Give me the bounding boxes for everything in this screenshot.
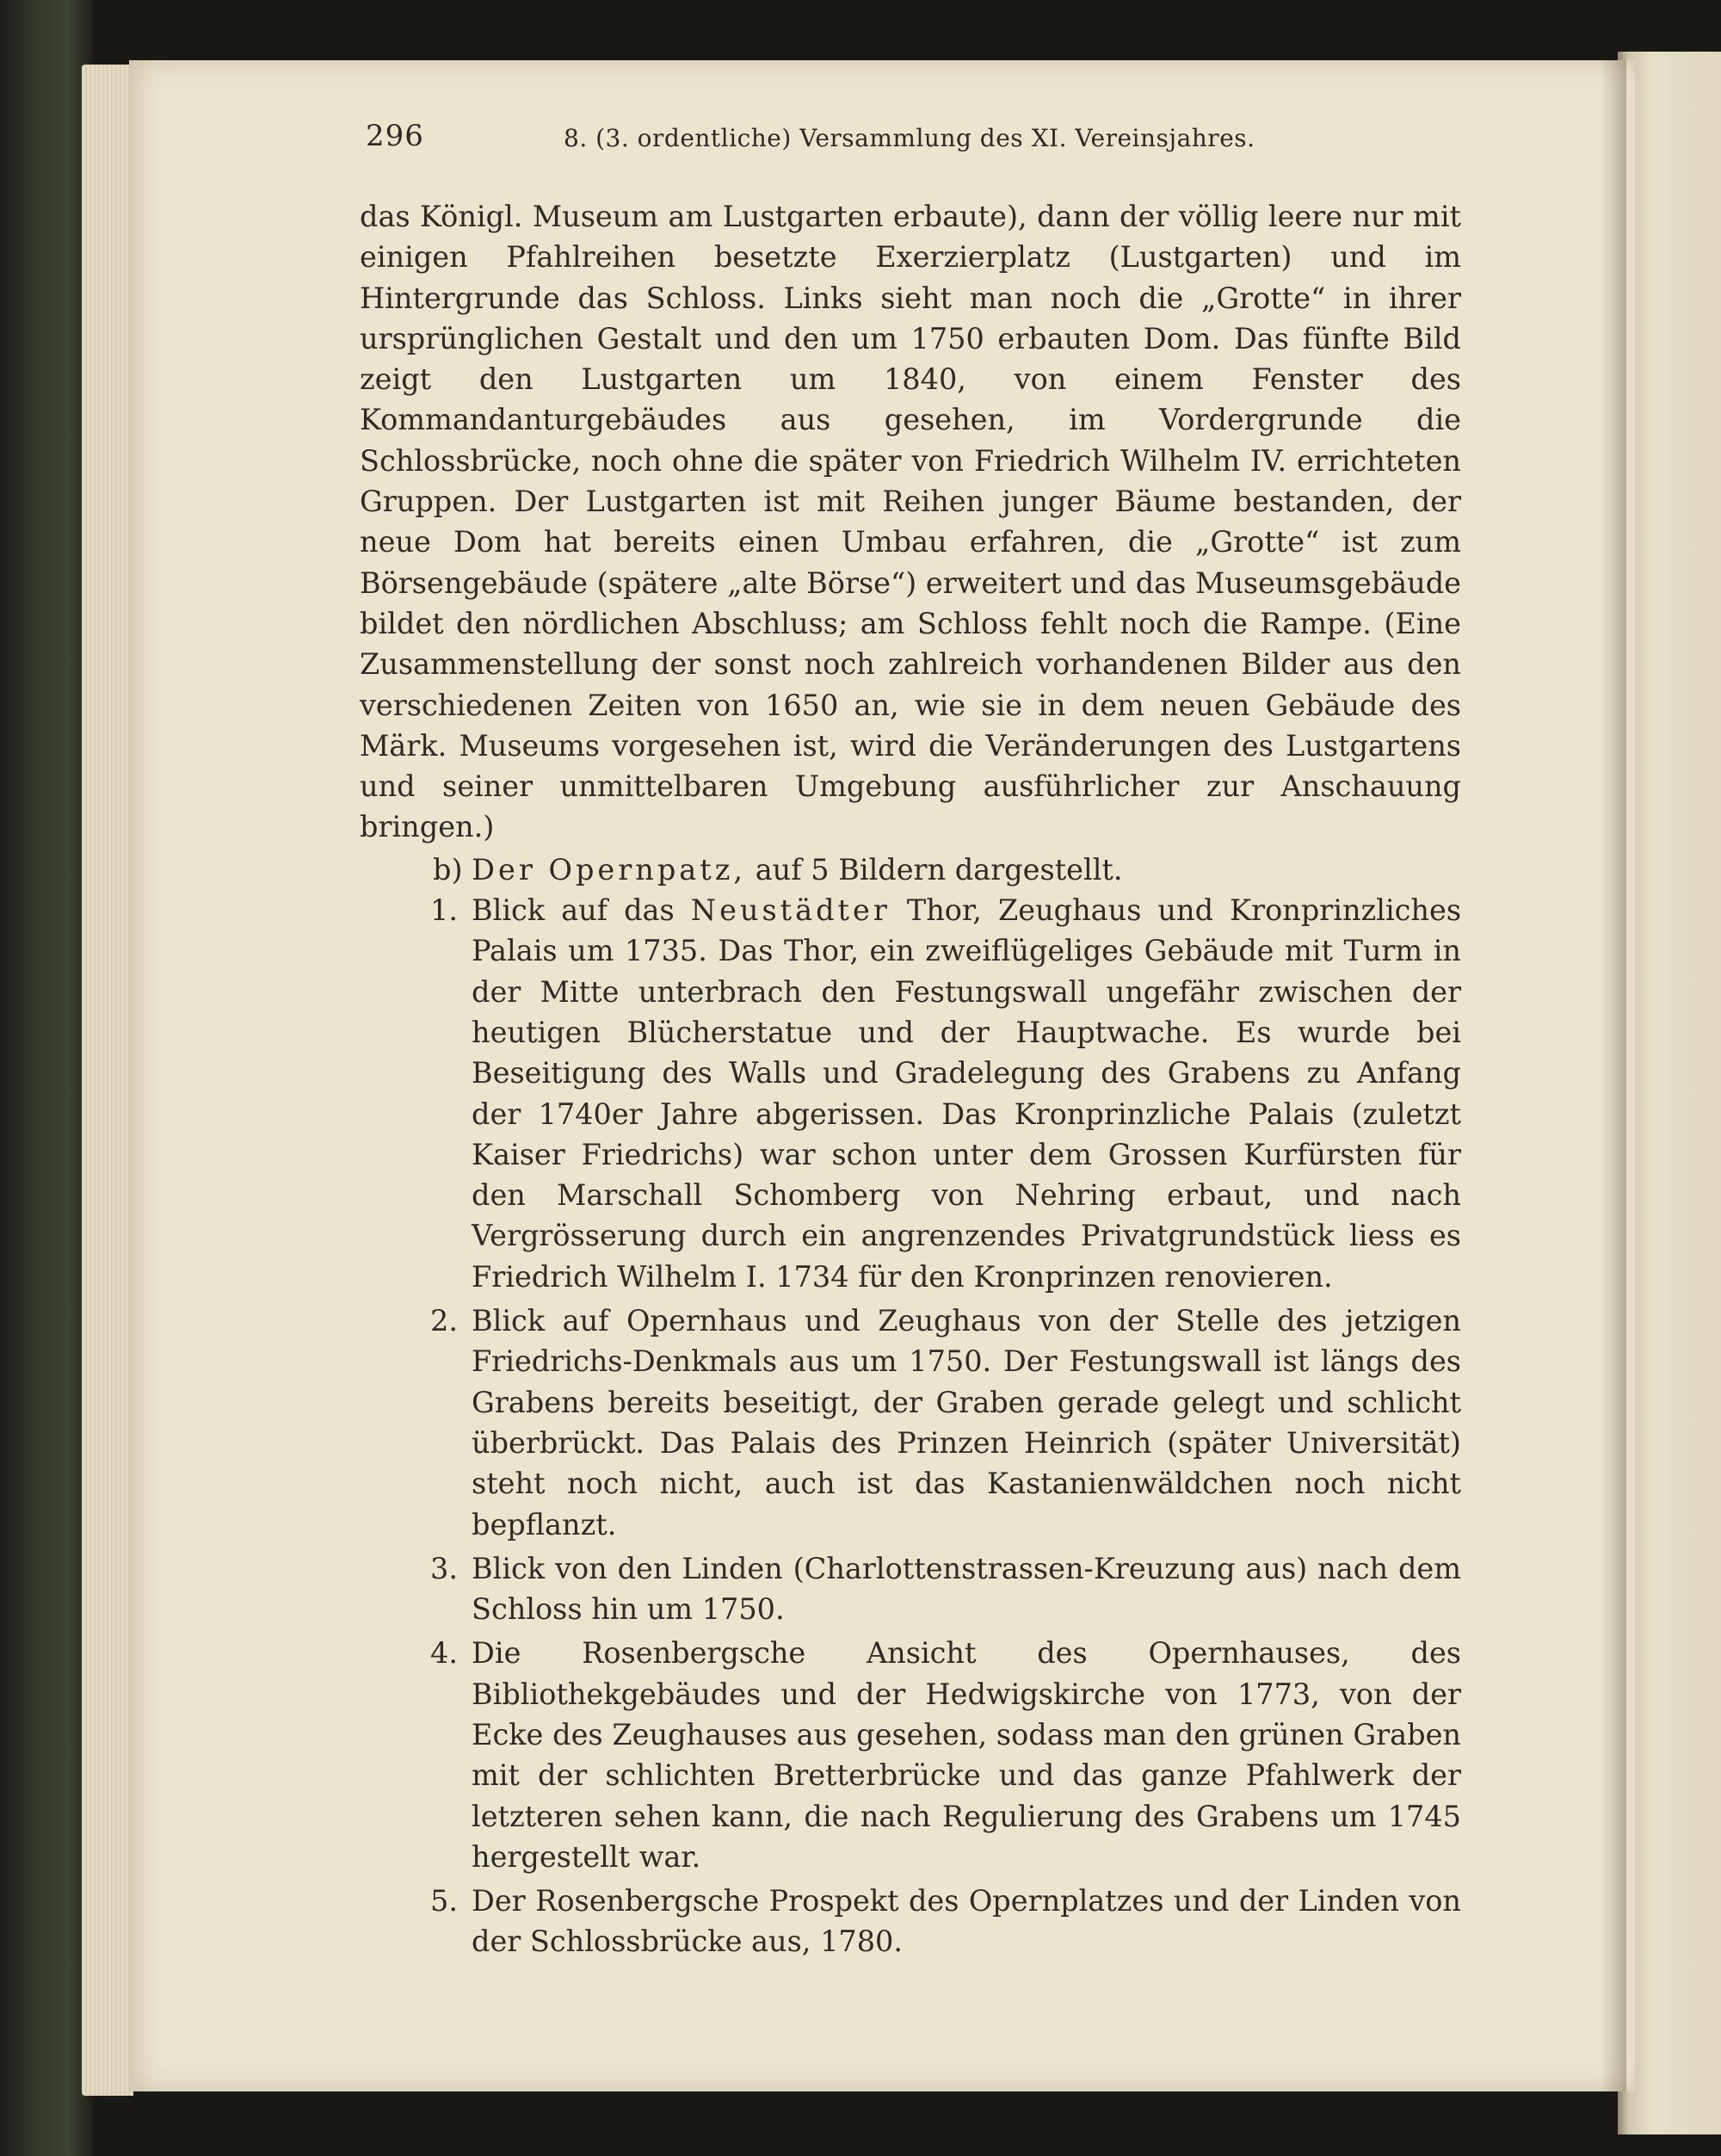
list-item (360, 1881, 1461, 1962)
list-item-text: Der Rosenbergsche Prospekt des Opernplatzes und der Linden von der Schlossbrücke aus, 1780. (472, 1884, 1461, 1959)
running-title: 8. (3. ordentliche) Versammlung des XI. Vereinsjahres. (564, 124, 1255, 152)
page-header (366, 119, 1484, 162)
list-item-text: Thor, Zeughaus und Kronprinzliches Palais um 1735. Das Thor, ein zweiflügeliges Gebäude mit Turm in der Mitte unterbrach den Festungswall ungefähr zwischen der heutigen Blücherstatue und der Hauptwache. Es wurde bei Beseitigung des Walls und Gradelegung des Grabens zu Anfang der 1740er Jahre abgerissen. Das Kronprinzliche Palais (zuletzt Kaiser Friedrichs) war schon unter dem Grossen Kurfürsten für den Marschall Schomberg von Nehring erbaut, und nach Vergrösserung durch ein angrenzendes Privatgrundstück liess es Friedrich Wilhelm I. 1734 für den Kronprinzen renovieren. (472, 893, 1462, 1294)
section-title: Der Opernpatz, (472, 852, 747, 886)
list-item-text: Blick von den Linden (Charlottenstrassen-Kreuzung aus) nach dem Schloss hin um 1750. (472, 1551, 1461, 1627)
numbered-list (360, 890, 1461, 1962)
list-item-number: 3. (430, 1551, 458, 1585)
list-item-text: Blick auf Opernhaus und Zeughaus von der Stelle des jetzigen Friedrichs-Denkmals aus um 1750. Der Festungswall ist längs des Grabens bereits beseitigt, der Graben gerade gelegt und schlicht überbrückt. Das Palais des Prinzen Heinrich (später Universität) steht noch nicht, auch ist das Kastanienwäldchen noch nicht bepflanzt. (472, 1304, 1461, 1541)
page-number: 296 (366, 119, 424, 153)
list-item-number: 2. (430, 1304, 458, 1338)
gutter-shadow (1601, 60, 1626, 2091)
section-title-rest: auf 5 Bildern dargestellt. (755, 852, 1123, 886)
list-item-number: 1. (430, 893, 458, 928)
list-item-lead: Blick auf das (472, 893, 675, 928)
list-item-spaced-word: Neustädter (690, 893, 891, 928)
paragraph: das Königl. Museum am Lustgarten erbaute), dann der völlig leere nur mit einigen Pfahlreihen besetzte Exerzierplatz (Lustgarten) und im Hintergrunde das Schloss. Links sieht man noch die „Grotte“ in ihrer ursprünglichen Gestalt und den um 1750 erbauten Dom. Das fünfte Bild zeigt den Lustgarten um 1840, von einem Fenster des Kommandanturgebäudes aus gesehen, im Vordergrunde die Schlossbrücke, noch ohne die später von Friedrich Wilhelm IV. errichteten Gruppen. Der Lustgarten ist mit Reihen junger Bäume bestanden, der neue Dom hat bereits einen Umbau erfahren, die „Grotte“ ist zum Börsengebäude (spätere „alte Börse“) erweitert und das Museumsgebäude bildet den nördlichen Abschluss; am Schloss fehlt noch die Rampe. (Eine Zusammenstellung der sonst noch zahlreich vorhandenen Bilder aus den verschiedenen Zeiten von 1650 an, wie sie in dem neuen Gebäude des Märk. Museums vorgesehen ist, wird die Veränderungen des Lustgartens und seiner unmittelbaren Umgebung ausführlicher zur Anschauung bringen.) (360, 200, 1461, 844)
section-label: b) (433, 852, 463, 886)
list-item (360, 1548, 1461, 1630)
list-item-text: Die Rosenbergsche Ansicht des Opernhauses, des Bibliothekgebäudes und der Hedwigskirche von 1773, von der Ecke des Zeughauses aus gesehen, sodass man den grünen Graben mit der schlichten Bretterbrücke und das ganze Pfahlwerk der letzteren sehen kann, die nach Regulierung des Grabens um 1745 hergestellt war. (472, 1636, 1461, 1874)
list-item (360, 1633, 1461, 1877)
list-item (360, 1300, 1461, 1545)
list-item-number: 5. (430, 1884, 458, 1918)
list-item (360, 890, 1461, 1297)
section-heading (360, 849, 1461, 890)
list-item-number: 4. (430, 1636, 458, 1671)
body-text (360, 196, 1461, 1966)
page-block-edge (82, 65, 133, 2096)
